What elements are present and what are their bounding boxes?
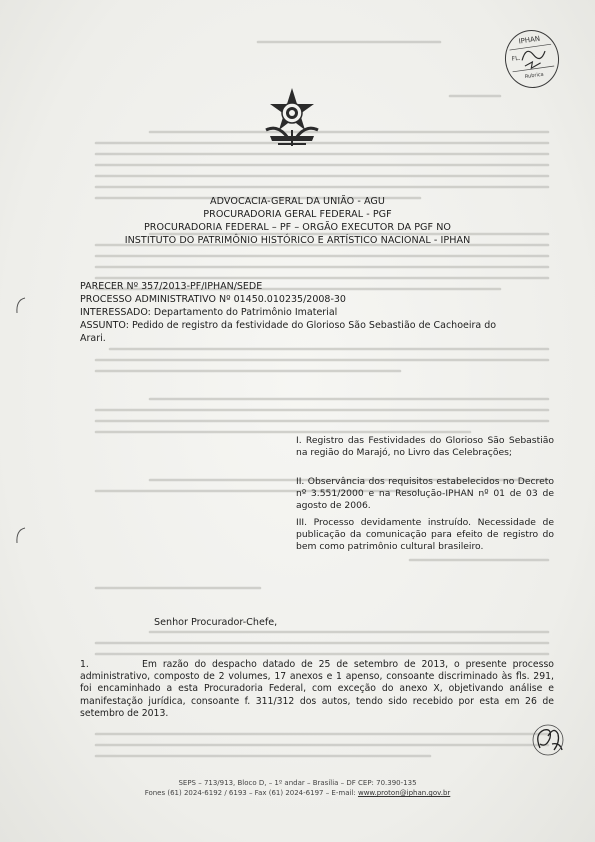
header-pgf: PROCURADORIA GERAL FEDERAL - PGF xyxy=(203,209,392,220)
footer-phones: Fones (61) 2024-6192 / 6193 – Fax (61) 2024-6197 – E-mail: xyxy=(144,789,356,797)
header-iphan: INSTITUTO DO PATRIMÔNIO HISTÓRICO E ARTÍSTICO NACIONAL - IPHAN xyxy=(124,235,471,246)
paragraph-text: Em razão do despacho datado de 25 de setembro de 2013, o presente processo administrativo, composto de 2 volumes, 17 anexos e 1 apenso, consoante discriminado às fls. 291, foi encaminhado a esta Procuradoria Federal, com exceção do anexo X, objetivando análise e manifestação jurídica, consoante f. 311/312 dos autos, tendo sido recebido por esta em 26 de setembro de 2013. xyxy=(80,659,554,719)
stamp-folio-label: FL. xyxy=(511,54,521,63)
footer-email-link[interactable]: www.proton@iphan.gov.br xyxy=(357,789,451,797)
stamp-title: IPHAN xyxy=(518,34,541,46)
stamp-subtitle: Rubrica xyxy=(524,71,545,81)
coat-of-arms-icon xyxy=(258,86,326,150)
header-pf: PROCURADORIA FEDERAL – PF – ORGÃO EXECUTOR DA PGF NO xyxy=(143,222,452,233)
interessado: INTERESSADO: Departamento do Patrimônio Imaterial xyxy=(80,307,338,318)
punch-mark-lower xyxy=(14,526,28,546)
assunto-line-2: Arari. xyxy=(80,333,106,344)
ementa-item-2: II. Observância dos requisitos estabelecidos no Decreto nº 3.551/2000 e na Resolução-IPHAN nº 01 de 03 de agosto de 2006. xyxy=(296,476,554,511)
handwritten-initials xyxy=(528,720,568,760)
footer-address: SEPS – 713/913, Bloco D, – 1º andar – Brasília – DF CEP: 70.390-135 xyxy=(178,779,417,787)
punch-mark-upper xyxy=(14,296,28,316)
salutation: Senhor Procurador-Chefe, xyxy=(154,617,278,628)
processo-number: PROCESSO ADMINISTRATIVO Nº 01450.010235/2008-30 xyxy=(80,294,346,305)
header-agu: ADVOCACIA-GERAL DA UNIÃO - AGU xyxy=(210,196,385,207)
ementa-item-3: III. Processo devidamente instruído. Necessidade de publicação da comunicação para efeito de registro do bem como patrimônio cultural brasileiro. xyxy=(296,517,554,552)
iphan-folio-stamp xyxy=(501,27,563,92)
paragraph-1 xyxy=(80,659,554,720)
parecer-number: PARECER Nº 357/2013-PF/IPHAN/SEDE xyxy=(80,281,263,292)
footer-contacts xyxy=(0,789,595,797)
assunto-line-1: ASSUNTO: Pedido de registro da festividade do Glorioso São Sebastião de Cachoeira do xyxy=(80,320,497,331)
paragraph-number: 1. xyxy=(80,659,89,670)
ementa-item-1: I. Registro das Festividades do Glorioso São Sebastião na região do Marajó, no Livro das Celebrações; xyxy=(296,435,554,458)
